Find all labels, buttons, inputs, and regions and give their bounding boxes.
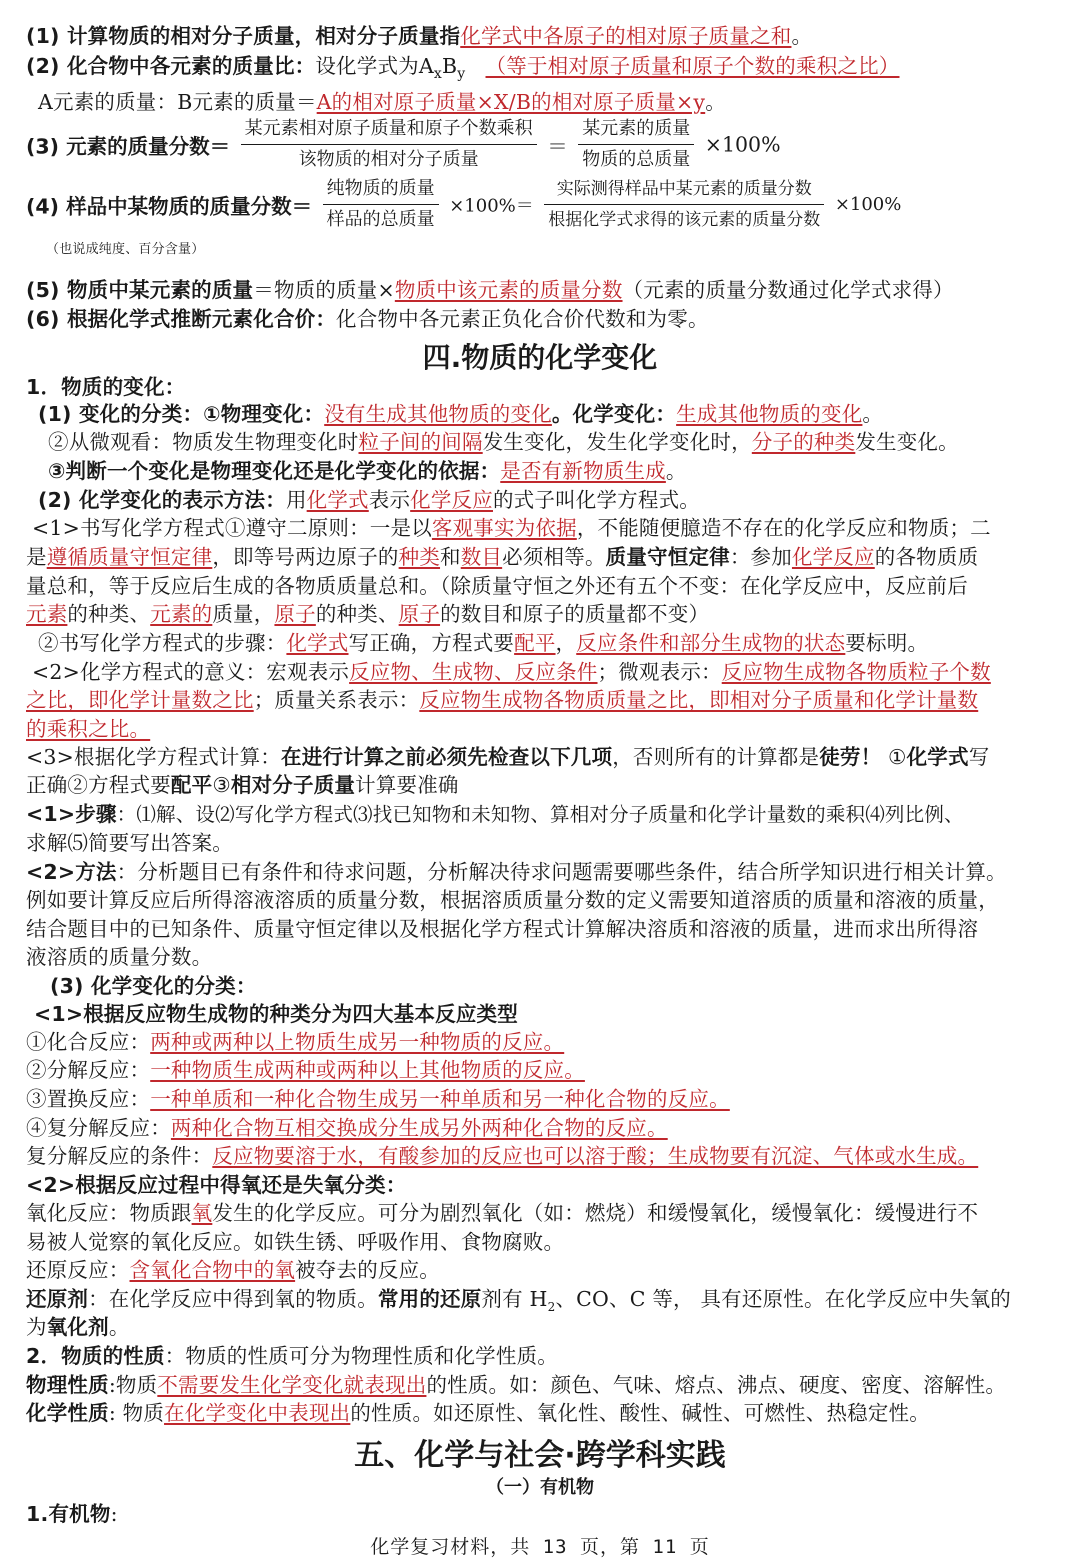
answer-text: 化学反应 xyxy=(410,488,493,512)
line xyxy=(32,514,1064,542)
item-label: (4) 样品中某物质的质量分数＝ xyxy=(26,194,313,219)
answer-text: 原子 xyxy=(398,602,441,626)
numerator: 某元素的质量 xyxy=(578,116,694,145)
line xyxy=(26,743,1064,771)
line xyxy=(48,428,1064,456)
answer-text: 的乘积之比 xyxy=(26,717,130,741)
numerator: 实际测得样品中某元素的质量分数 xyxy=(544,176,824,205)
answer-text: 反应物生成物各物质质量之比，即相对分子质量和化学计量数 xyxy=(419,688,979,712)
text: 的种类、 xyxy=(315,602,399,626)
text: 质量， xyxy=(212,602,275,626)
text: ③置换反应： xyxy=(26,1087,151,1111)
bold-term: <1>步骤 xyxy=(26,802,117,826)
denominator: 根据化学式求得的该元素的质量分数 xyxy=(548,210,821,230)
text: ，否则所有的计算都是 xyxy=(612,745,820,769)
text: 发生变化，发生化学变化时， xyxy=(482,430,752,454)
answer-text: 氧 xyxy=(191,1201,213,1225)
bold-term: 化学式 xyxy=(906,745,969,769)
text: ；质量关系表示： xyxy=(253,688,420,712)
punct: 。 xyxy=(862,402,884,426)
line xyxy=(26,600,1064,628)
answer-text: 之比，即化学计量数之比 xyxy=(26,688,254,712)
text: <3>根据化学方程式计算： xyxy=(26,745,281,769)
text: <2>化学方程式的意义：宏观表示 xyxy=(32,660,350,684)
bold-term: 化学性质 xyxy=(26,1401,109,1425)
punct: 。 xyxy=(129,717,151,741)
fraction-1 xyxy=(323,176,439,233)
line xyxy=(38,486,1064,514)
text: 的性质。如：颜色、气味、熔点、沸点、硬度、密度、溶解性。 xyxy=(426,1373,1007,1397)
line-element-mass xyxy=(26,276,1064,304)
subscript: 2 xyxy=(547,1300,556,1315)
answer-text: （等于相对原子质量和原子个数的乘积之比） xyxy=(485,54,900,78)
denominator: 物质的总质量 xyxy=(582,149,691,170)
line-relative-molecular-mass xyxy=(26,22,1064,50)
bold-term: 在进行计算之前必须先检查以下几项 xyxy=(281,745,613,769)
text: ：在化学反应中得到氧的物质。 xyxy=(88,1287,378,1311)
bold-term: 配平 xyxy=(170,773,213,797)
item-label: (1) 变化的分类：①物理变化： xyxy=(38,402,325,426)
answer-text: 反应物生成物各物质粒子个数 xyxy=(721,660,991,684)
text: 是 xyxy=(26,545,47,569)
line xyxy=(26,1056,1064,1084)
subheading: <2>根据反应过程中得氧还是失氧分类： xyxy=(26,1173,407,1197)
line xyxy=(26,800,1064,829)
answer-text: 反应物要溶于水，有酸参加的反应也可以溶于酸；生成物要有沉淀、气体或水生成。 xyxy=(212,1144,979,1168)
answer-text: A的相对原子质量×X/B的相对原子质量×y xyxy=(316,90,706,114)
text: 写正确，方程式要 xyxy=(348,631,515,655)
text: 和 xyxy=(440,545,461,569)
text: 、CO、C 等， 具有还原性。在化学反应中失氧的 xyxy=(555,1287,1011,1311)
numerator: 纯物质的质量 xyxy=(323,176,439,205)
answer-text: 客观事实为依据 xyxy=(431,516,577,540)
text: 被夺去的反应。 xyxy=(295,1258,441,1282)
denominator: 该物质的相对分子质量 xyxy=(298,149,479,170)
line xyxy=(38,629,1064,657)
punct: 。 xyxy=(791,24,813,48)
line: 例如要计算反应后所得溶液溶质的质量分数，根据溶质质量分数的定义需要知道溶质的质量和溶液的质量， xyxy=(26,888,999,912)
bold-term: 物理性质 xyxy=(26,1373,109,1397)
answer-text: 原子 xyxy=(274,602,316,626)
section-subheading: （一）有机物 xyxy=(486,1477,594,1498)
line xyxy=(26,1256,1064,1284)
text: ：分析题目已有条件和待求问题，分析解决待求问题需要哪些条件，结合所学知识进行相关计算。 xyxy=(116,860,1007,884)
line xyxy=(26,1342,1064,1370)
text: 的式子叫化学方程式。 xyxy=(492,488,700,512)
text: 正确②方程式要 xyxy=(26,773,171,797)
text: ＝物质的质量× xyxy=(253,278,395,302)
line xyxy=(26,1399,1064,1427)
line: 易被人觉察的氧化反应。如铁生锈、呼吸作用、食物腐败。 xyxy=(26,1230,565,1254)
answer-text: 元素 xyxy=(26,602,68,626)
answer-text: 分子的种类 xyxy=(751,430,856,454)
text: ，即等号两边原子的 xyxy=(212,545,399,569)
answer-text: 种类 xyxy=(398,545,441,569)
text: : xyxy=(110,1502,118,1526)
line xyxy=(26,1313,1064,1341)
answer-text: 含氧化合物中的氧 xyxy=(129,1258,296,1282)
answer-text: 一种单质和一种化合物生成另一种单质和另一种化合物的反应。 xyxy=(150,1087,730,1111)
line xyxy=(26,715,1064,743)
bold-term: <2>方法 xyxy=(26,860,117,884)
text: 复分解反应的条件： xyxy=(26,1144,213,1168)
text: 的种类、 xyxy=(67,602,151,626)
text: （元素的质量分数通过化学式求得） xyxy=(622,278,954,302)
text: ：⑴解、设⑵写化学方程式⑶找已知物和未知物、算相对分子质量和化学计量数的乘积⑷列比例、 xyxy=(116,803,964,826)
answer-text: 一种物质生成两种或两种以上其他物质的反应。 xyxy=(150,1058,585,1082)
subscript-x: x xyxy=(433,66,442,83)
answer-text: 配平 xyxy=(514,631,556,655)
text: 发生的化学反应。可分为剧烈氧化（如：燃烧）和缓慢氧化，缓慢氧化：缓慢进行不 xyxy=(212,1201,979,1225)
answer-text: 遵循质量守恒定律 xyxy=(46,545,213,569)
percent: ×100%＝ xyxy=(449,195,534,217)
punct: 。 xyxy=(705,90,726,114)
answer-text: 数目 xyxy=(460,545,503,569)
bold-term: 质量守恒定律 xyxy=(605,545,730,569)
answer-text: 反应条件和部分生成物的状态 xyxy=(576,631,846,655)
punct: 。 xyxy=(665,459,687,483)
text: ：参加 xyxy=(729,545,792,569)
item-label: (2) 化学变化的表示方法： xyxy=(38,488,286,512)
formula-mass-fraction xyxy=(26,116,1070,173)
line xyxy=(48,457,1064,485)
bold-term: 还原剂 xyxy=(26,1287,89,1311)
item-label: (2) 化合物中各元素的质量比： xyxy=(26,54,316,78)
text: 必须相等。 xyxy=(502,545,606,569)
text: 为 xyxy=(26,1315,47,1339)
answer-text: 元素的 xyxy=(150,602,213,626)
answer-text: 反应物、生成物、反应条件 xyxy=(349,660,598,684)
line: 结合题目中的已知条件、质量守恒定律以及根据化学方程式计算解决溶质和溶液的质量，进而求出所得溶 xyxy=(26,917,979,941)
section-heading-5: 五、化学与社会·跨学科实践 xyxy=(354,1438,726,1473)
text: 写 xyxy=(968,745,990,769)
item-label: ③判断一个变化是物理变化还是化学变化的依据： xyxy=(48,459,501,483)
bold-term: 徒劳！ xyxy=(819,745,882,769)
bold-term: 常用的还原 xyxy=(377,1287,482,1311)
line-valence xyxy=(26,305,1064,333)
answer-text: 化学式 xyxy=(286,631,349,655)
text: 设化学式为A xyxy=(315,54,434,78)
line: 求解⑸简要写出答案。 xyxy=(26,831,233,855)
numerator: 某元素相对原子质量和原子个数乘积 xyxy=(241,116,537,145)
line xyxy=(26,1199,1064,1227)
line xyxy=(26,686,1064,714)
note-purity: （也说成纯度、百分含量） xyxy=(46,242,205,257)
answer-text: 化学式中各原子的相对原子质量之和 xyxy=(460,24,792,48)
text: 化合物中各元素正负化合价代数和为零。 xyxy=(336,307,709,331)
formula-sample-purity xyxy=(26,176,1070,233)
text: ②从微观看：物质发生物理变化时 xyxy=(48,430,359,454)
answer-text: 不需要发生化学变化就表现出 xyxy=(157,1373,427,1397)
line xyxy=(38,400,1064,428)
line xyxy=(26,543,1064,571)
text: ；微观表示： xyxy=(597,660,722,684)
line xyxy=(32,658,1064,686)
text: ，不能随便臆造不存在的化学反应和物质；二 xyxy=(576,516,991,540)
page-footer: 化学复习材料，共 13 页，第 11 页 xyxy=(370,1536,710,1558)
item-label: 。化学变化： xyxy=(551,402,677,426)
percent: ×100% xyxy=(704,132,781,157)
punct: 。 xyxy=(108,1315,130,1339)
text: ：物质的性质可分为物理性质和化学性质。 xyxy=(164,1344,558,1368)
line xyxy=(26,771,1064,799)
line: 液溶质的质量分数。 xyxy=(26,945,213,969)
text: ②书写化学方程式的步骤： xyxy=(38,631,287,655)
bold-term: 1.有机物 xyxy=(26,1502,111,1526)
text: B xyxy=(441,54,458,78)
line xyxy=(26,1114,1064,1142)
percent: ×100% xyxy=(834,194,902,215)
text: 的各物质质 xyxy=(874,545,979,569)
text: <1>书写化学方程式①遵守二原则：一是以 xyxy=(32,516,432,540)
line-element-mass-ratio xyxy=(38,88,1064,116)
subheading: (3) 化学变化的分类： xyxy=(50,974,257,998)
line xyxy=(26,1371,1064,1399)
bold-term: 相对分子质量 xyxy=(230,773,356,797)
text: 用 xyxy=(285,488,307,512)
text: ① xyxy=(888,745,907,769)
section-heading-4: 四.物质的化学变化 xyxy=(422,341,658,374)
line xyxy=(26,1085,1064,1113)
text: 表示 xyxy=(368,488,411,512)
line xyxy=(26,858,1064,886)
text: ②分解反应： xyxy=(26,1058,151,1082)
text: 氧化反应：物质跟 xyxy=(26,1201,192,1225)
fraction-2 xyxy=(578,116,694,173)
subheading: 1．物质的变化： xyxy=(26,375,186,399)
bold-term: 氧化剂 xyxy=(46,1315,109,1339)
item-label: (1) 计算物质的相对分子质量，相对分子质量指 xyxy=(26,24,461,48)
text: : 物质 xyxy=(108,1401,165,1425)
answer-text: 没有生成其他物质的变化 xyxy=(324,402,552,426)
answer-text: 是否有新物质生成 xyxy=(500,459,666,483)
text: ③ xyxy=(212,773,231,797)
text: ， xyxy=(555,631,577,655)
item-label: (6) 根据化学式推断元素化合价： xyxy=(26,307,337,331)
line: 量总和，等于反应后生成的各物质质量总和。（除质量守恒之外还有五个不变：在化学反应中，反应前后 xyxy=(26,574,968,598)
subheading: <1>根据反应物生成物的种类分为四大基本反应类型 xyxy=(34,1002,518,1026)
answer-text: 生成其他物质的变化 xyxy=(676,402,863,426)
answer-text: 化学反应 xyxy=(791,545,875,569)
denominator: 样品的总质量 xyxy=(326,209,435,230)
line xyxy=(26,1142,1064,1170)
answer-text: 粒子间的间隔 xyxy=(358,430,483,454)
answer-text: 两种化合物互相交换成分生成另外两种化合物的反应。 xyxy=(170,1116,668,1140)
answer-text: 两种或两种以上物质生成另一种物质的反应。 xyxy=(150,1030,565,1054)
line-mass-ratio xyxy=(26,52,1064,88)
text: A元素的质量：B元素的质量＝ xyxy=(38,90,317,114)
item-label: (5) 物质中某元素的质量 xyxy=(26,278,254,302)
text: 要标明。 xyxy=(845,631,929,655)
answer-text: 物质中该元素的质量分数 xyxy=(394,278,623,302)
fraction-2 xyxy=(544,176,824,233)
subscript-y: y xyxy=(457,66,466,83)
answer-text: 在化学变化中表现出 xyxy=(164,1401,351,1425)
text: 发生变化。 xyxy=(855,430,959,454)
text: 剂有 H xyxy=(481,1287,548,1311)
fraction-1 xyxy=(241,116,537,173)
text: ①化合反应： xyxy=(26,1030,151,1054)
text: ④复分解反应： xyxy=(26,1116,171,1140)
line xyxy=(26,1028,1064,1056)
answer-text: 化学式 xyxy=(306,488,369,512)
text: 的性质。如还原性、氧化性、酸性、碱性、可燃性、热稳定性。 xyxy=(350,1401,930,1425)
text: 还原反应： xyxy=(26,1258,130,1282)
line xyxy=(26,1500,1064,1528)
text: 的数目和原子的质量都不变） xyxy=(440,602,710,626)
bold-term: 2．物质的性质 xyxy=(26,1344,165,1368)
item-label: (3) 元素的质量分数＝ xyxy=(26,134,231,159)
text: :物质 xyxy=(108,1373,158,1397)
equals: ＝ xyxy=(547,134,568,159)
text: 计算要准确 xyxy=(355,773,459,797)
